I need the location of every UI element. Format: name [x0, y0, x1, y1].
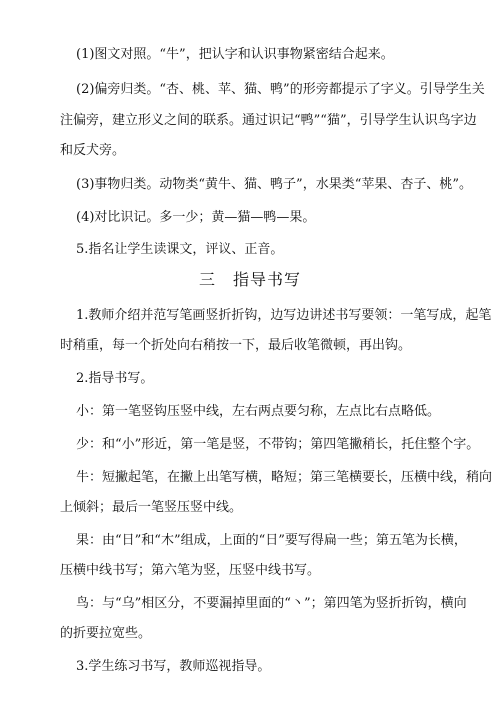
paragraph-line: 鸟：与“乌”相区分，不要漏掉里面的“丶”；第四笔为竖折折钩，横向 [76, 596, 467, 611]
paragraph-line: 少：和“小”形近，第一笔是竖，不带钩；第四笔撇稍长，托住整个字。 [76, 437, 480, 452]
paragraph-line: 小：第一笔竖钩压竖中线，左右两点要匀称，左点比右点略低。 [76, 404, 441, 419]
paragraph-line: 2.指导书写。 [76, 371, 154, 386]
paragraph-line: 压横中线书写；第六笔为竖，压竖中线书写。 [60, 563, 321, 578]
section-heading: 三 指导书写 [198, 270, 301, 289]
paragraph-line: 果：由“日”和“木”组成，上面的“日”要写得扁一些；第五笔为长横， [76, 533, 467, 548]
paragraph-line: (4)对比识记。多一少；黄—猫—鸭—果。 [76, 210, 316, 225]
paragraph-line: (3)事物归类。动物类“黄牛、猫、鸭子”，水果类“苹果、杏子、桃”。 [76, 177, 472, 192]
paragraph-line: 注偏旁，建立形义之间的联系。通过识记“鸭”“猫”，引导学生认识鸟字边 [60, 113, 477, 128]
paragraph-line: 1.教师介绍并范写笔画竖折折钩，边写边讲述书写要领：一笔写成，起笔 [76, 308, 492, 323]
paragraph-line: 上倾斜；最后一笔竖压竖中线。 [60, 500, 243, 515]
paragraph-line: 3.学生练习书写，教师巡视指导。 [76, 659, 271, 674]
paragraph-line: 和反犬旁。 [60, 143, 126, 158]
paragraph-line: 时稍重，每一个折处向右稍按一下，最后收笔微顿，再出钩。 [60, 338, 412, 353]
paragraph-line: 5.指名让学生读课文，评议、正音。 [76, 242, 284, 257]
paragraph-line: 的折要拉宽些。 [60, 626, 152, 641]
paragraph-line: (1)图文对照。“牛”，把认字和认识事物紧密结合起来。 [76, 47, 394, 62]
paragraph-line: (2)偏旁归类。“杏、桃、苹、猫、鸭”的形旁都提示了字义。引导学生关 [76, 82, 485, 97]
paragraph-line: 牛：短撇起笔，在撇上出笔写横，略短；第三笔横要长，压横中线，稍向 [76, 470, 493, 485]
